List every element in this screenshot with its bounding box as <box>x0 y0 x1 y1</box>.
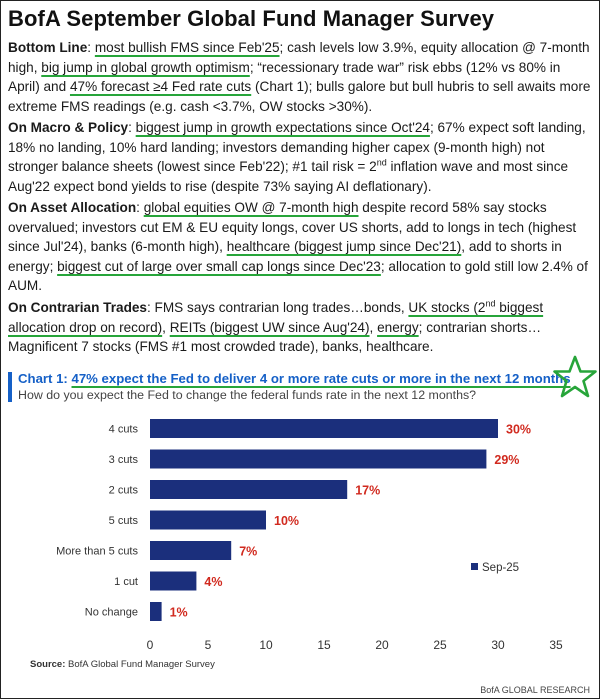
chart-accent-bar <box>8 372 12 402</box>
bar <box>150 511 266 530</box>
bottom-line-label: Bottom Line <box>8 40 88 55</box>
chart-title <box>18 371 571 386</box>
text: despite record 58% say stocks overvalued; investors cut EM & EU equity longs, cover US shorts, add to longs in tech (highest since Jul'24), banks (6-month high), <box>8 200 577 254</box>
highlight-growth-optimism: big jump in global growth optimism <box>41 59 250 75</box>
text: ; “recessionary trade war” risk ebbs (12% vs 80% in April) and <box>8 59 561 94</box>
text: UK stocks (2 <box>408 300 486 315</box>
highlight-healthcare: healthcare (biggest jump since Dec'21) <box>226 239 462 254</box>
source-label: Source: <box>30 659 66 670</box>
contrarian-paragraph <box>8 298 592 357</box>
highlight-most-bullish: most bullish FMS since Feb'25 <box>94 40 280 55</box>
highlight-large-small-cap: biggest cut of large over small cap longs since Dec'23 <box>57 258 381 274</box>
source-text: BofA Global Fund Manager Survey <box>65 659 215 670</box>
text: inflation wave and most since Aug'22 expect bond yields to rise (despite 73% saying AI deflationary). <box>8 159 569 194</box>
highlight-fed-cuts: 47% forecast ≥4 Fed rate cuts <box>69 79 252 94</box>
text: , <box>162 319 170 335</box>
text: : <box>87 40 95 55</box>
legend-swatch <box>471 563 478 570</box>
asset-allocation-paragraph <box>8 198 592 296</box>
data-label: 10% <box>274 514 300 528</box>
data-label: 4% <box>204 575 223 589</box>
bar <box>150 572 196 591</box>
data-label: 29% <box>494 453 520 467</box>
text: ; cash levels low 3.9%, equity allocation @ 7-month high, <box>8 40 590 75</box>
bar <box>150 419 498 438</box>
category-label: 5 cuts <box>108 515 138 527</box>
x-tick-label: 10 <box>259 638 273 652</box>
asset-allocation-label: On Asset Allocation <box>8 200 137 215</box>
category-label: 4 cuts <box>108 423 138 436</box>
x-tick-label: 5 <box>204 638 212 652</box>
bar <box>150 541 231 560</box>
x-tick-label: 25 <box>433 638 447 652</box>
category-label: 2 cuts <box>108 484 138 497</box>
text: , <box>369 319 378 335</box>
source-note <box>30 659 215 670</box>
text: , add to shorts in energy; <box>8 239 562 274</box>
macro-policy-paragraph <box>8 118 592 196</box>
text: ; allocation to gold still low 2.4% of AUM. <box>8 258 588 293</box>
superscript: nd <box>376 157 387 168</box>
text: ; 67% expect soft landing, 18% no landing, 10% hard landing; investors demanding higher capex (9-month high) not stronger balance sheets (lowest since Feb'22); #1 tail risk = 2 <box>8 120 586 174</box>
highlight-growth-expectations: biggest jump in growth expectations since Oct'24 <box>135 120 430 135</box>
bar <box>150 450 486 469</box>
data-label: 30% <box>506 422 532 437</box>
category-label: More than 5 cuts <box>56 545 138 558</box>
text: biggest allocation drop on record) <box>8 300 544 335</box>
superscript: nd <box>485 298 496 309</box>
bar-chart <box>0 404 600 659</box>
highlight-energy: energy <box>377 319 419 335</box>
chart-title-text: 47% expect the Fed to deliver 4 or more rate cuts or more in the next 12 months <box>71 371 571 386</box>
x-tick-label: 20 <box>375 638 389 652</box>
data-label: 1% <box>169 605 188 620</box>
chart-header <box>8 370 592 404</box>
text: ; contrarian shorts…Magnificent 7 stocks (FMS #1 most crowded trade), banks, healthcare. <box>8 319 542 354</box>
bar <box>150 480 347 499</box>
text: : FMS says contrarian long trades…bonds, <box>147 300 409 315</box>
bar <box>150 602 162 621</box>
star-icon <box>552 354 598 400</box>
category-label: No change <box>84 606 138 619</box>
brand-footer: BofA GLOBAL RESEARCH <box>480 685 590 695</box>
legend-label: Sep-25 <box>482 562 520 574</box>
chart-subtitle: How do you expect the Fed to change the federal funds rate in the next 12 months? <box>18 388 477 402</box>
text: (Chart 1); bulls galore but bull hubris to sell awaits more extreme FMS readings (e.g. cash <3.7%, OW stocks >30%). <box>8 79 591 114</box>
category-label: 3 cuts <box>108 454 138 466</box>
macro-policy-label: On Macro & Policy <box>8 120 129 135</box>
x-tick-label: 0 <box>146 638 154 652</box>
x-tick-label: 35 <box>549 638 563 652</box>
text: : <box>128 120 136 135</box>
x-tick-label: 15 <box>317 638 331 652</box>
page-title: BofA September Global Fund Manager Survey <box>8 6 495 31</box>
data-label: 17% <box>355 483 381 498</box>
chart-number: Chart 1: <box>18 371 68 386</box>
data-label: 7% <box>239 544 258 559</box>
highlight-global-equities: global equities OW @ 7-month high <box>143 200 359 215</box>
x-tick-label: 30 <box>491 638 505 652</box>
category-label: 1 cut <box>114 576 138 588</box>
bottom-line-paragraph <box>8 38 592 116</box>
highlight-reits: REITs (biggest UW since Aug'24) <box>169 319 370 335</box>
contrarian-label: On Contrarian Trades <box>8 300 147 315</box>
text: : <box>136 200 144 215</box>
